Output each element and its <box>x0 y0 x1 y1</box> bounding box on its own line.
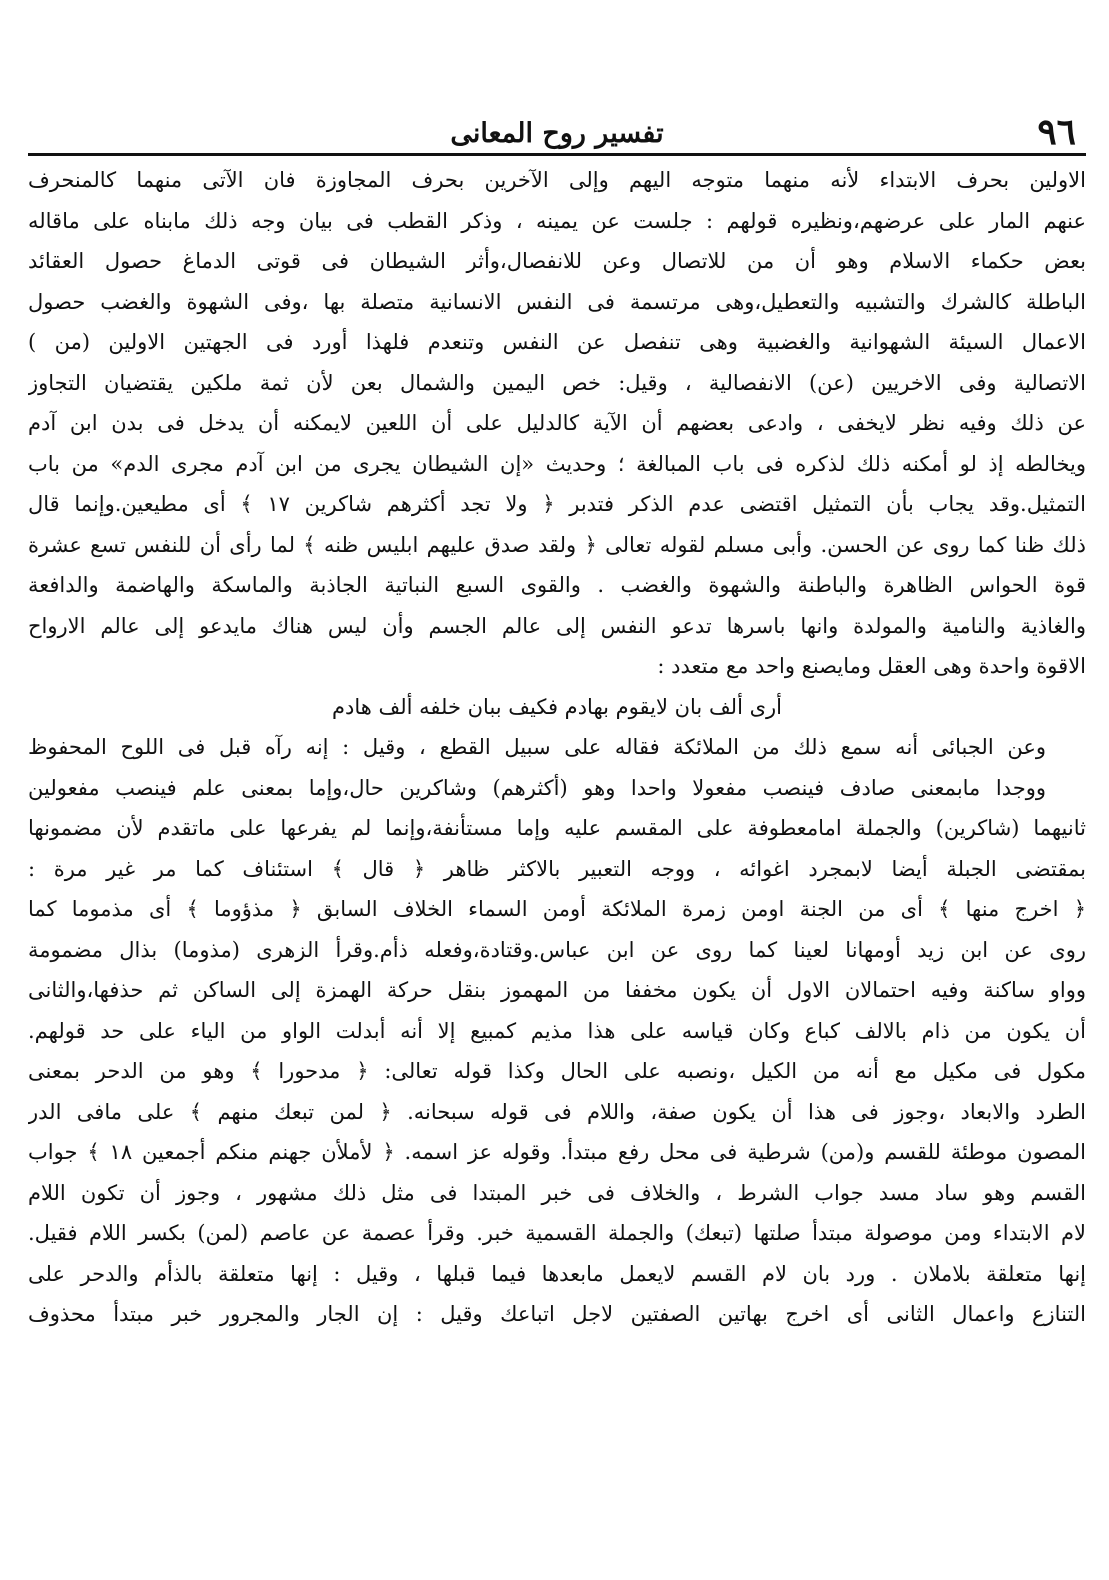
text-line: الباطلة كالشرك والتشبيه والتعطيل،وهى مرتسمة فى النفس الانسانية متصلة بها ،وفى الشهوة والغضب حصول <box>28 289 1086 314</box>
text-line: عن ذلك وفيه نظر لايخفى ، وادعى بعضهم أن الآية كالدليل على أن اللعين لايمكنه أن يدخل فى بدن ابن آدم <box>28 411 1086 435</box>
page-number: ٩٦ <box>1037 111 1076 153</box>
header-rule <box>28 153 1086 156</box>
text-line: التنازع واعمال الثانى أى اخرج بهاتين الصفتين لاجل اتباعك وقيل : إن الجار والمجرور خبر مبتدأ محذوف <box>28 1302 1086 1326</box>
page-header <box>28 108 1086 158</box>
text-line: التمثيل.وقد يجاب بأن التمثيل اقتضى عدم الذكر فتدبر ﴿ ولا تجد أكثرهم شاكرين ١٧ ﴾ أى مطيعين.وإنما قال <box>28 492 1086 516</box>
text-line: المصون موطئة للقسم و(من) شرطية فى محل رفع مبتدأ. وقوله عز اسمه. ﴿ لأملأن جهنم منكم أجمعين ١٨ ﴾ جواب <box>28 1140 1086 1164</box>
text-line: ﴿ اخرج منها ﴾ أى من الجنة اومن زمرة الملائكة أومن السماء الخلاف السابق ﴿ مذؤوما ﴾ أى مذموما كما <box>28 897 1086 921</box>
text-line: ويخالطه إذ لو أمكنه ذلك لذكره فى باب المبالغة ؛ وحديث «إن الشيطان يجرى من ابن آدم مجرى الدم» من باب <box>28 451 1086 476</box>
text-line: ثانيهما (شاكرين) والجملة امامعطوفة على المقسم عليه وإما مستأنفة،وإنما لم يفرعها على ماتقدم لأن مضمونها <box>28 816 1086 840</box>
text-line: إنها متعلقة بلاملان . ورد بان لام القسم لايعمل مابعدها فيما قبلها ، وقيل : إنها متعلقة بالذأم والدحر على <box>28 1261 1086 1286</box>
running-title: تفسير روح المعانى <box>450 118 664 149</box>
text-line: قوة الحواس الظاهرة والباطنة والشهوة والغضب . والقوى السبع النباتية الجاذبة والماسكة والهاضمة والدافعة <box>28 573 1086 597</box>
verse-line: أرى ألف بان لايقوم بهادم فكيف ببان خلفه ألف هادم <box>331 694 783 719</box>
body-text <box>28 160 1086 1335</box>
text-line: القسم وهو ساد مسد جواب الشرط ، والخلاف فى خبر المبتدا فى مثل ذلك مشهور ، وجوز أن تكون اللام <box>28 1180 1086 1205</box>
text-line: الطرد والابعاد ،وجوز فى هذا أن يكون صفة، واللام فى قوله سبحانه. ﴿ لمن تبعك منهم ﴾ على مافى الدر <box>28 1099 1086 1124</box>
text-line: أن يكون من ذام بالالف كباع وكان قياسه على هذا مذيم كمبيع إلا أنه أبدلت الواو من الياء على حد قولهم. <box>28 1018 1086 1043</box>
text-line: ووجدا مابمعنى صادف فينصب مفعولا واحدا وهو (أكثرهم) وشاكرين حال،وإما بمعنى علم فينصب مفعولين <box>28 775 1046 800</box>
text-line: الاتصالية وفى الاخريين (عن) الانفصالية ، وقيل: خص اليمين والشمال بعن لأن ثمة ملكين يقتضيان التجاوز <box>28 370 1086 395</box>
text-line: الاقوة واحدة وهى العقل ومايصنع واحد مع متعدد : <box>657 654 1086 678</box>
text-line: مكول فى مكيل مع أنه من الكيل ،ونصبه على الحال وكذا قوله تعالى: ﴿ مدحورا ﴾ وهو من الدحر بمعنى <box>28 1059 1086 1083</box>
text-line: بمقتضى الجبلة أيضا لابمجرد اغوائه ، ووجه التعبير بالاكثر ظاهر ﴿ قال ﴾ استئناف كما مر غير مرة : <box>28 856 1086 881</box>
text-line: الاعمال السيئة الشهوانية والغضبية وهى تنفصل عن النفس وتنعدم فلهذا أورد فى الجهتين الاولين (من ) <box>28 330 1086 354</box>
text-line: الاولين بحرف الابتداء لأنه منهما متوجه اليهم وإلى الآخرين بحرف المجاوزة فان الآتى منهما كالمنحرف <box>28 168 1086 192</box>
text-line: ذلك ظنا كما روى عن الحسن. وأبى مسلم لقوله تعالى ﴿ ولقد صدق عليهم ابليس ظنه ﴾ لما رأى أن للنفس تسع عشرة <box>28 532 1086 557</box>
text-line: والغاذية والنامية والمولدة وانها باسرها تدعو النفس إلى عالم الجسم وأن ليس هناك مايدعو إلى عالم الارواح <box>28 613 1086 638</box>
book-page <box>28 0 1086 1580</box>
text-line: بعض حكماء الاسلام وهو أن من للاتصال وعن للانفصال،وأثر الشيطان فى قوتى الدماغ حصول العقائد <box>28 249 1086 273</box>
text-line: وواو ساكنة وفيه احتمالان الاول أن يكون مخففا من المهموز بنقل حركة الهمزة إلى الساكن ثم حذفها،والثانى <box>28 978 1086 1002</box>
text-line: روى عن ابن زيد أومهانا لعينا كما روى عن ابن عباس.وقتادة،وفعله ذأم.وقرأ الزهرى (مذوما) بذال مضمومة <box>28 937 1086 962</box>
text-line: لام الابتداء ومن موصولة مبتدأ صلتها (تبعك) والجملة القسمية خبر. وقرأ عصمة عن عاصم (لمن) بكسر اللام فقيل. <box>28 1221 1086 1245</box>
text-line: وعن الجبائى أنه سمع ذلك من الملائكة فقاله على سبيل القطع ، وقيل : إنه رآه قبل فى اللوح المحفوظ <box>28 735 1046 759</box>
text-line: عنهم المار على عرضهم،ونظيره قولهم : جلست عن يمينه ، وذكر القطب فى بيان وجه ذلك مابناه على ماقاله <box>28 208 1086 233</box>
